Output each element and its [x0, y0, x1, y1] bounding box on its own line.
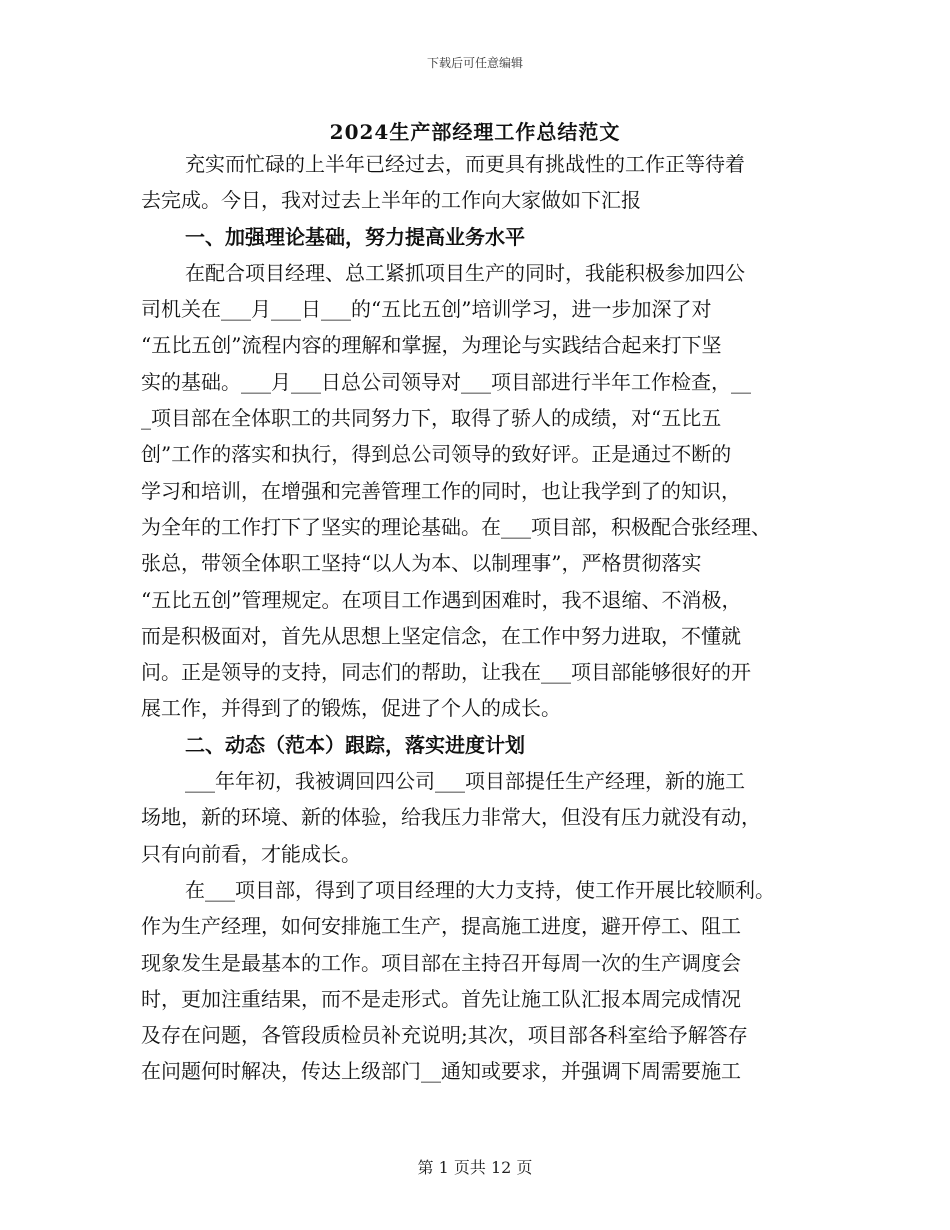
section-heading-2: 二、动态（范本）跟踪，落实进度计划 [185, 732, 525, 757]
paragraph-line: 展工作，并得到了的锻炼，促进了个人的成长。 [141, 696, 561, 721]
paragraph-line: 充实而忙碌的上半年已经过去，而更具有挑战性的工作正等待着 [185, 152, 745, 176]
page-footer: 第 1 页共 12 页 [417, 1158, 533, 1177]
paragraph-line: 及存在问题，各管段质检员补充说明;其次，项目部各科室给予解答存 [141, 1023, 748, 1048]
paragraph-line: 张总，带领全体职工坚持“以人为本、以制理事”，严格贯彻落实 [141, 551, 702, 576]
paragraph-line: 问。正是领导的支持，同志们的帮助，让我在___项目部能够很好的开 [141, 660, 751, 685]
paragraph-line: 在配合项目经理、总工紧抓项目生产的同时，我能积极参加四公 [185, 260, 745, 285]
paragraph-line: 场地，新的环境、新的体验，给我压力非常大，但没有压力就没有动， [141, 805, 761, 830]
paragraph-line: 现象发生是最基本的工作。项目部在主持召开每周一次的生产调度会 [141, 950, 741, 975]
paragraph-line: 司机关在___月___日___的“五比五创”培训学习，进一步加深了对 [141, 297, 712, 322]
paragraph-line: 在问题何时解决，传达上级部门__通知或要求，并强调下周需要施工 [141, 1059, 741, 1084]
paragraph-line: 作为生产经理，如何安排施工生产，提高施工进度，避开停工、阻工 [141, 914, 741, 939]
paragraph-line: 时，更加注重结果，而不是走形式。首先让施工队汇报本周完成情况 [141, 986, 741, 1011]
paragraph-line: 去完成。今日，我对过去上半年的工作向大家做如下汇报 [141, 188, 641, 213]
paragraph-line: 只有向前看，才能成长。 [141, 841, 361, 866]
paragraph-line: “五比五创”流程内容的理解和掌握，为理论与实践结合起来打下坚 [141, 333, 722, 358]
paragraph-line: 实的基础。___月___日总公司领导对___项目部进行半年工作检查，__ [141, 369, 751, 394]
paragraph-line: 创”工作的落实和执行，得到总公司领导的致好评。正是通过不断的 [141, 442, 732, 467]
paragraph-line: _项目部在全体职工的共同努力下，取得了骄人的成绩，对“五比五 [141, 406, 722, 431]
section-heading-1: 一、加强理论基础，努力提高业务水平 [185, 224, 525, 249]
paragraph-line: 学习和培训，在增强和完善管理工作的同时，也让我学到了的知识， [141, 478, 741, 503]
paragraph-line: “五比五创”管理规定。在项目工作遇到困难时，我不退缩、不消极， [141, 587, 742, 612]
header-note: 下载后可任意编辑 [426, 56, 523, 70]
paragraph-line: ___年年初，我被调回四公司___项目部提任生产经理，新的施工 [185, 769, 745, 794]
paragraph-line: 为全年的工作打下了坚实的理论基础。在___项目部，积极配合张经理、 [141, 514, 771, 539]
paragraph-line: 而是积极面对，首先从思想上坚定信念，在工作中努力进取，不懂就 [141, 623, 741, 648]
paragraph-line: 在___项目部，得到了项目经理的大力支持，使工作开展比较顺利。 [185, 877, 775, 902]
document-body [141, 146, 831, 1090]
document-title: 2024生产部经理工作总结范文 [329, 120, 621, 144]
